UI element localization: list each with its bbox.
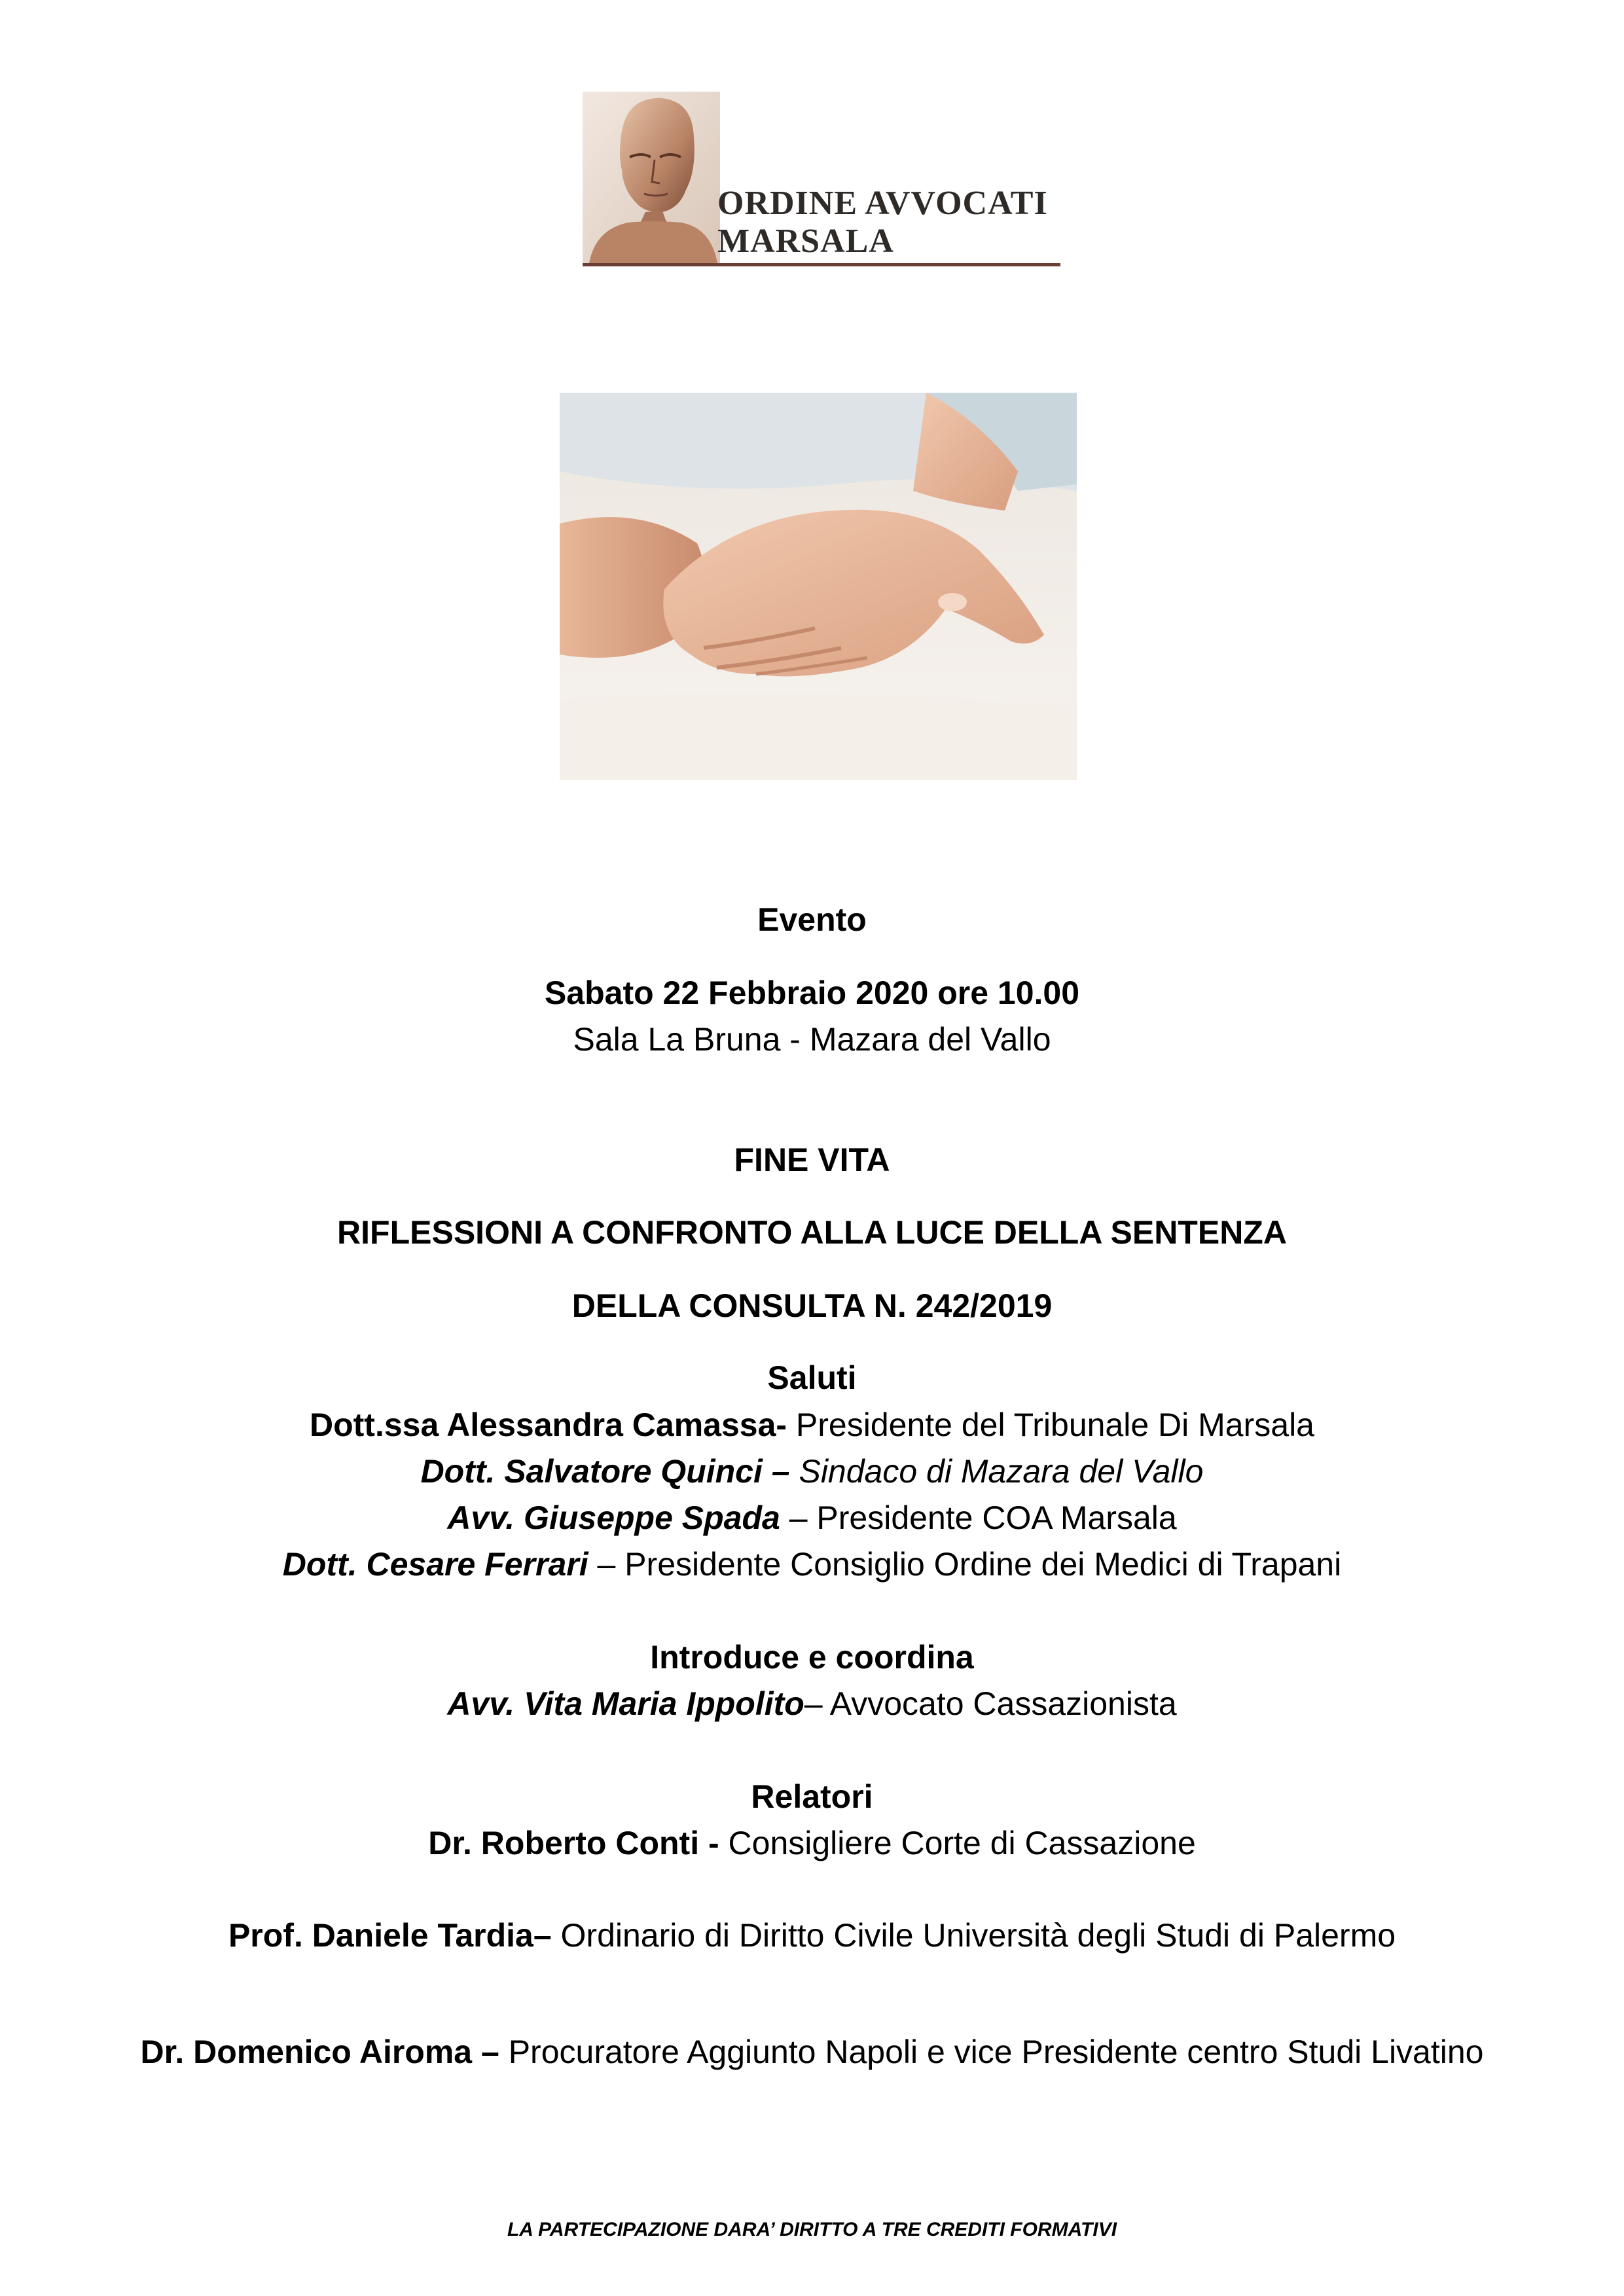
relatori-item bbox=[0, 1912, 1624, 1958]
event-date: Sabato 22 Febbraio 2020 ore 10.00 bbox=[544, 975, 1080, 1011]
hands-photo bbox=[560, 393, 1077, 780]
saluti-item bbox=[0, 1448, 1624, 1494]
relatori-role: Procuratore Aggiunto Napoli e vice Presidente centro Studi Livatino bbox=[499, 2034, 1484, 2070]
event-heading: Evento bbox=[757, 901, 867, 938]
coordina-name: Avv. Vita Maria Ippolito bbox=[447, 1685, 804, 1722]
coordina-item bbox=[0, 1681, 1624, 1727]
title-sub-2: DELLA CONSULTA N. 242/2019 bbox=[571, 1287, 1053, 1324]
footer-note: LA PARTECIPAZIONE DARA’ DIRITTO A TRE CREDITI FORMATIVI bbox=[507, 2219, 1117, 2240]
saluti-role: – Presidente COA Marsala bbox=[780, 1499, 1177, 1536]
logo-text bbox=[717, 185, 1058, 260]
saluti-role: – Presidente Consiglio Ordine dei Medici di Trapani bbox=[588, 1546, 1342, 1583]
saluti-name: Avv. Giuseppe Spada bbox=[447, 1499, 780, 1536]
coordina-heading: Introduce e coordina bbox=[650, 1639, 974, 1676]
relatori-item bbox=[0, 2029, 1624, 2075]
saluti-name: Dott.ssa Alessandra Camassa- bbox=[310, 1407, 787, 1443]
relatori-heading: Relatori bbox=[751, 1778, 873, 1815]
saluti-item bbox=[0, 1541, 1624, 1587]
saluti-role: Presidente del Tribunale Di Marsala bbox=[787, 1407, 1314, 1443]
bust-logo-icon bbox=[583, 92, 720, 263]
saluti-item bbox=[0, 1402, 1624, 1448]
relatori-name: Dr. Domenico Airoma – bbox=[140, 2034, 499, 2070]
saluti-name: Dott. Cesare Ferrari bbox=[282, 1546, 588, 1583]
logo-line-2: MARSALA bbox=[717, 223, 894, 260]
relatori-role: Ordinario di Diritto Civile Università degli Studi di Palermo bbox=[551, 1917, 1396, 1954]
coordina-role: – Avvocato Cassazionista bbox=[804, 1685, 1177, 1722]
relatori-name: Dr. Roberto Conti - bbox=[428, 1825, 719, 1861]
saluti-item bbox=[0, 1495, 1624, 1541]
title-main: FINE VITA bbox=[734, 1141, 890, 1178]
saluti-role: Sindaco di Mazara del Vallo bbox=[789, 1453, 1204, 1490]
logo-underline bbox=[583, 263, 1060, 266]
event-venue: Sala La Bruna - Mazara del Vallo bbox=[573, 1021, 1051, 1058]
title-sub-1: RIFLESSIONI A CONFRONTO ALLA LUCE DELLA SENTENZA bbox=[337, 1214, 1287, 1251]
logo-line-1: ORDINE AVVOCATI bbox=[717, 185, 1048, 222]
saluti-name: Dott. Salvatore Quinci – bbox=[420, 1453, 790, 1490]
saluti-heading: Saluti bbox=[767, 1359, 857, 1396]
relatori-role: Consigliere Corte di Cassazione bbox=[719, 1825, 1196, 1861]
logo bbox=[576, 92, 1060, 268]
relatori-item bbox=[0, 1820, 1624, 1866]
relatori-name: Prof. Daniele Tardia– bbox=[228, 1917, 552, 1954]
